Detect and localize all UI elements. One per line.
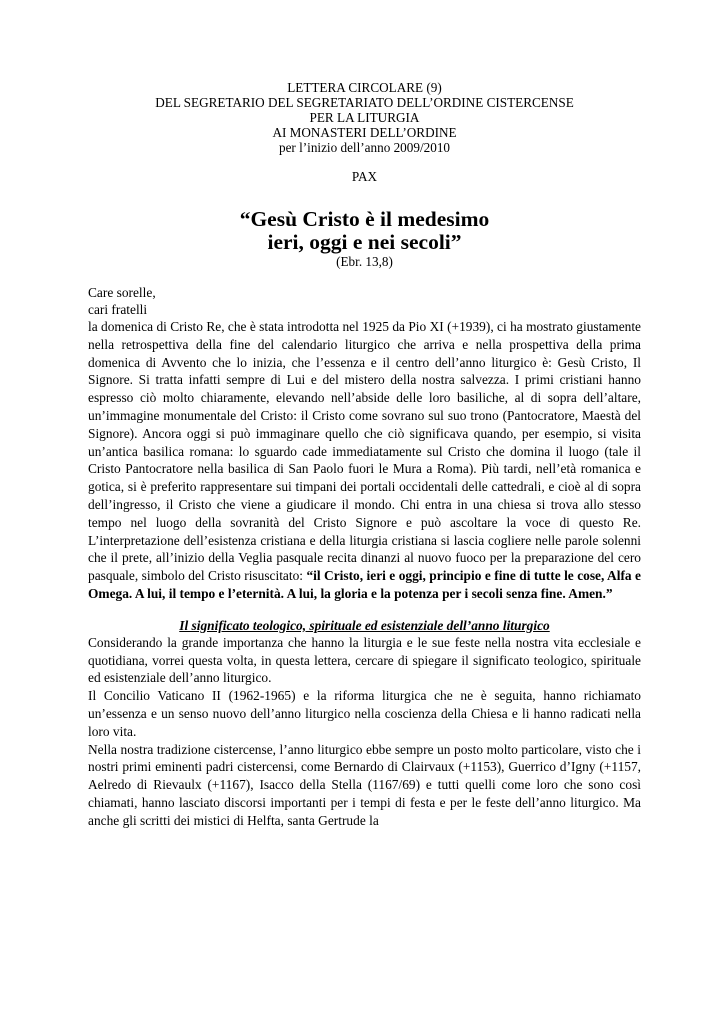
- paragraph-importance: Considerando la grande importanza che hanno la liturgia e le sue feste nella nostra vita ecclesiale e quotidiana, vorrei questa volta, in questa lettera, cercare di spiegare il significato teologico, spirituale ed esistenziale dell’anno liturgico.: [88, 634, 641, 686]
- greeting-line-2: cari fratelli: [88, 302, 148, 317]
- header-line-2: DEL SEGRETARIO DEL SEGRETARIATO DELL’ORDINE CISTERCENSE: [155, 95, 574, 110]
- scripture-reference: (Ebr. 13,8): [336, 254, 393, 269]
- paragraph-christ-king: [88, 318, 641, 603]
- paragraph-vatican-council: Il Concilio Vaticano II (1962-1965) e la riforma liturgica che ne è seguita, hanno richiamato un’essenza e un senso nuovo dell’anno liturgico nella coscienza della Chiesa e li hanno radicati nella loro vita.: [88, 688, 641, 739]
- header-line-4: AI MONASTERI DELL’ORDINE: [272, 125, 457, 140]
- greeting-line-1: Care sorelle,: [88, 285, 156, 300]
- letter-header: [88, 80, 641, 155]
- letter-page: [88, 80, 641, 830]
- paragraph-cistercian-tradition: Nella nostra tradizione cistercense, l’anno liturgico ebbe sempre un posto molto particolare, visto che i nostri primi eminenti padri cistercensi, come Bernardo di Clairvaux (+1153), Guerrico d’Igny (+1157, Aelredo di Rievaulx (+1167), Isacco della Stella (1167/69) e tutti quelli come loro che sono così chiamati, hanno lasciato discorsi importanti per i tempi di festa e per le feste dell’anno liturgico. Ma anche gli scritti dei mistici di Helfta, santa Gertrude la: [88, 741, 641, 828]
- title-line-2: ieri, oggi e nei secoli”: [267, 230, 462, 254]
- title-line-1: “Gesù Cristo è il medesimo: [239, 207, 490, 231]
- letter-title: [88, 208, 641, 254]
- header-line-5: per l’inizio dell’anno 2009/2010: [278, 140, 451, 155]
- paragraph-1-text: la domenica di Cristo Re, che è stata introdotta nel 1925 da Pio XI (+1939), ci ha mostrato giustamente nella retrospettiva della fine del calendario liturgico che arriva e nella prospettiva della prima domenica di Avvento che lo inizia, che l’essenza e il centro dell’anno liturgico è: Gesù Cristo, Il Signore. Si tratta infatti sempre di Lui e del mistero della nostra salvezza. I primi cristiani hanno espresso ciò molto chiaramente, elevando nell’abside delle loro basiliche, al di sopra dell’altare, un’immagine monumentale del Cristo: il Cristo come sovrano sul suo trono (Pantocratore, Maestà del Signore). Ancora oggi si può immaginare quello che ciò significava quando, per esempio, si visita un’antica basilica romana: lo sguardo cade immediatamente sul Cristo che domina il luogo (tale il Cristo Pantocratore nella basilica di San Paolo fuori le Mura a Roma). Più tardi, nell’età romanica e gotica, si è preferito rappresentare sui timpani dei portali occidentali delle cattedrali, e cioè al di sopra dell’ingresso, il Cristo che viene a giudicare il mondo. Chi entra in una chiesa si trova allo stesso tempo nel luogo della sovranità del Cristo Signore e può ascoltare la voce di questo Re. L’interpretazione dell’esistenza cristiana e della liturgia cristiana si lascia cogliere nelle parole solenni che il prete, all’inizio della Veglia pasquale recita dinanzi al nuovo fuoco per la preparazione del cero pasquale, simbolo del Cristo risuscitato:: [88, 319, 641, 584]
- easter-vigil-quote: “il Cristo, ieri e oggi, principio e fine di tutte le cose, Alfa e Omega. A lui, il tempo e l’eternità. A lui, la gloria e la potenza per i secoli senza fine. Amen.”: [88, 568, 641, 601]
- header-line-1: LETTERA CIRCOLARE (9): [287, 80, 442, 95]
- pax-salutation: PAX: [351, 169, 378, 184]
- greeting: [88, 284, 641, 318]
- header-line-3: PER LA LITURGIA: [309, 110, 420, 125]
- section-subheading: Il significato teologico, spirituale ed esistenziale dell’anno liturgico: [179, 617, 550, 633]
